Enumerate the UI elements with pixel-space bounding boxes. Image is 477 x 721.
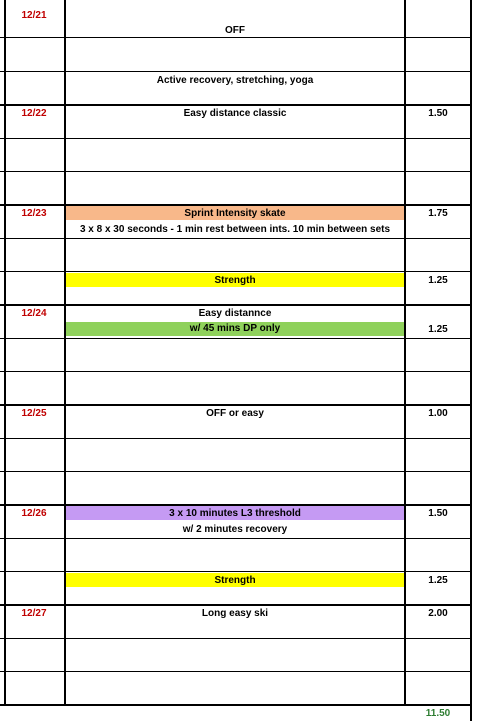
grid-hline [0,571,472,572]
hours-cell: 1.25 [428,575,448,586]
workout-text: w/ 2 minutes recovery [182,524,288,535]
hours-cell: 1.00 [428,408,448,419]
date-cell: 12/25 [21,408,47,419]
workout-text: w/ 45 mins DP only [189,323,281,334]
workout-text: Strength [214,275,256,286]
grid-hline-day [0,104,472,106]
workout-text: Active recovery, stretching, yoga [156,75,314,86]
date-cell: 12/24 [21,308,47,319]
grid-hline-day [0,704,472,706]
hours-cell: 1.50 [428,508,448,519]
grid-hline [0,638,472,639]
grid-hline-day [0,604,472,606]
grid-hline [0,271,472,272]
grid-hline-day [0,304,472,306]
date-cell: 12/21 [21,10,47,21]
hours-cell: 1.75 [428,208,448,219]
grid-hline [0,371,472,372]
date-cell: 12/27 [21,608,47,619]
hours-cell: 1.50 [428,108,448,119]
date-cell: 12/22 [21,108,47,119]
grid-hline [0,671,472,672]
workout-text: 3 x 8 x 30 seconds - 1 min rest between ints. 10 min between sets [79,224,391,235]
grid-vline-far [470,0,472,721]
workout-text: OFF [225,25,245,36]
workout-text: Easy distannce [198,308,272,319]
date-cell: 12/26 [21,508,47,519]
workout-text: Strength [214,575,256,586]
date-cell: 12/23 [21,208,47,219]
grid-hline [0,238,472,239]
workout-text: Easy distance classic [183,108,287,119]
grid-hline [0,338,472,339]
grid-hline [0,538,472,539]
grid-hline [0,37,472,38]
workout-text: 3 x 10 minutes L3 threshold [169,508,301,519]
grid-hline [0,171,472,172]
workout-text: OFF or easy [206,408,264,419]
grid-hline [0,71,472,72]
grid-hline [0,138,472,139]
grid-hline [0,438,472,439]
hours-cell: 1.25 [428,324,448,335]
workout-text: Long easy ski [201,608,269,619]
grid-hline-day [0,404,472,406]
grid-hline [0,471,472,472]
workout-text: Sprint Intensity skate [184,208,286,219]
hours-cell: 2.00 [428,608,448,619]
total-hours: 11.50 [425,708,451,719]
hours-cell: 1.25 [428,275,448,286]
